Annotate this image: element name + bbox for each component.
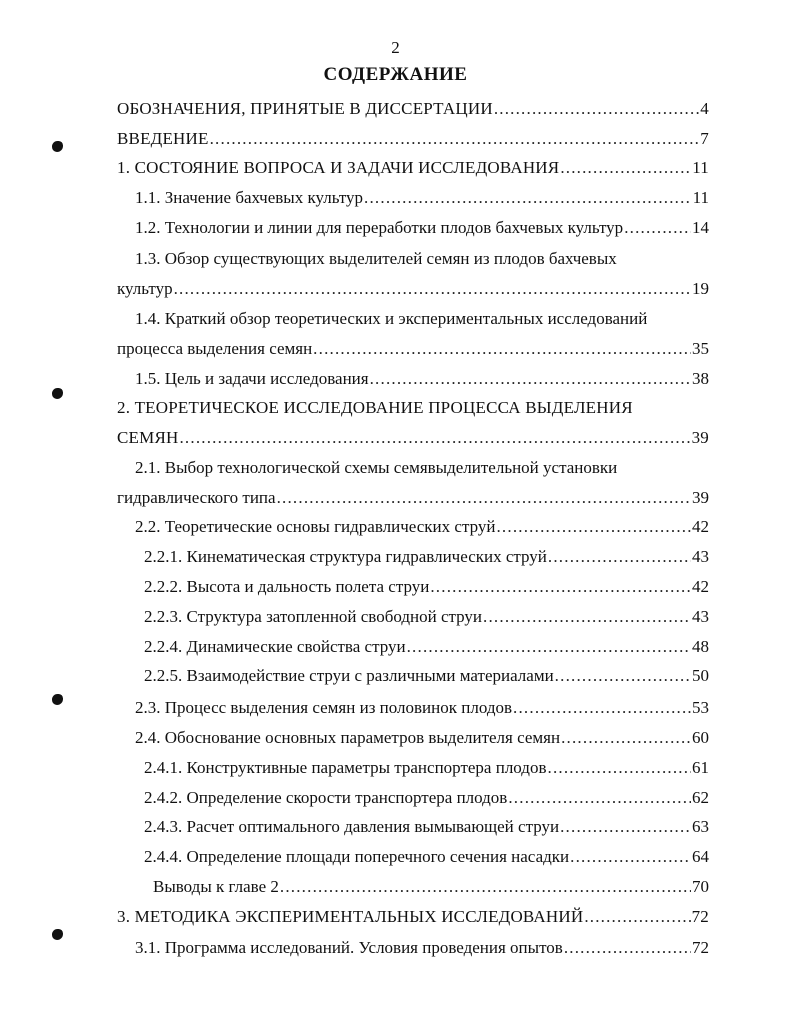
toc-entry-page: 14 bbox=[692, 218, 709, 237]
toc-entry-label: 2.2.4. Динамические свойства струи bbox=[144, 637, 406, 656]
toc-entry-page: 38 bbox=[692, 369, 709, 388]
toc-entry bbox=[144, 787, 709, 809]
toc-entry-page: 62 bbox=[692, 788, 709, 807]
dot-leader bbox=[555, 665, 691, 687]
dot-leader bbox=[494, 98, 699, 120]
binding-hole-mark bbox=[52, 929, 63, 940]
toc-entry-page: 42 bbox=[692, 517, 709, 536]
dot-leader bbox=[179, 427, 690, 449]
dot-leader bbox=[513, 697, 691, 719]
dot-leader bbox=[313, 338, 691, 360]
toc-entry-label: 2.4.1. Конструктивные параметры транспортера плодов bbox=[144, 758, 547, 777]
toc-entry bbox=[135, 727, 709, 749]
toc-entry-label: 2.4.2. Определение скорости транспортера плодов bbox=[144, 788, 508, 807]
toc-entry-label: 3. МЕТОДИКА ЭКСПЕРИМЕНТАЛЬНЫХ ИССЛЕДОВАНИЙ bbox=[117, 907, 584, 926]
toc-entry bbox=[144, 846, 709, 868]
toc-entry-page: 70 bbox=[692, 877, 709, 896]
dot-leader bbox=[496, 516, 691, 538]
dot-leader bbox=[174, 278, 691, 300]
toc-entry-page: 43 bbox=[692, 547, 709, 566]
toc-entry-first-line: 1.3. Обзор существующих выделителей семян из плодов бахчевых bbox=[135, 249, 617, 268]
toc-entry-label: 2.4. Обоснование основных параметров выделителя семян bbox=[135, 728, 561, 747]
toc-entry bbox=[135, 368, 709, 390]
toc-entry-label: ОБОЗНАЧЕНИЯ, ПРИНЯТЫЕ В ДИССЕРТАЦИИ bbox=[117, 99, 493, 118]
toc-entry-label: процесса выделения семян bbox=[117, 339, 313, 358]
toc-entry bbox=[117, 906, 709, 928]
binding-hole-mark bbox=[52, 141, 63, 152]
dot-leader bbox=[564, 937, 691, 959]
dot-leader bbox=[560, 816, 691, 838]
toc-entry-page: 60 bbox=[692, 728, 709, 747]
toc-entry bbox=[144, 816, 709, 838]
toc-entry-first-line: 1.4. Краткий обзор теоретических и экспериментальных исследований bbox=[135, 309, 648, 328]
toc-entry-page: 11 bbox=[692, 188, 709, 207]
page-title: СОДЕРЖАНИЕ bbox=[323, 64, 468, 85]
page-number: 2 bbox=[391, 38, 400, 57]
toc-entry-label: гидравлического типа bbox=[117, 488, 276, 507]
toc-entry-label: 1.2. Технологии и линии для переработки плодов бахчевых культур bbox=[135, 218, 624, 237]
toc-entry-label: 2.2.2. Высота и дальность полета струи bbox=[144, 577, 430, 596]
toc-entry-label: 1.5. Цель и задачи исследования bbox=[135, 369, 369, 388]
toc-entry-label: 2.2.1. Кинематическая структура гидравлических струй bbox=[144, 547, 547, 566]
toc-entry-label: Выводы к главе 2 bbox=[153, 877, 279, 896]
toc-entry-page: 35 bbox=[692, 339, 709, 358]
toc-entry-page: 63 bbox=[692, 817, 709, 836]
toc-entry-label: 3.1. Программа исследований. Условия проведения опытов bbox=[135, 938, 563, 957]
dot-leader bbox=[548, 546, 691, 568]
toc-entry bbox=[144, 606, 709, 628]
toc-entry-label: 1. СОСТОЯНИЕ ВОПРОСА И ЗАДАЧИ ИССЛЕДОВАНИЯ bbox=[117, 158, 560, 177]
toc-entry bbox=[135, 937, 709, 959]
toc-entry bbox=[135, 516, 709, 538]
dot-leader bbox=[560, 157, 691, 179]
toc-entry-page: 43 bbox=[692, 607, 709, 626]
toc-entry-page: 53 bbox=[692, 698, 709, 717]
toc-entry-label: культур bbox=[117, 279, 173, 298]
toc-entry-label: 2.2.3. Структура затопленной свободной струи bbox=[144, 607, 483, 626]
toc-entry-label: 2.4.4. Определение площади поперечного сечения насадки bbox=[144, 847, 570, 866]
toc-entry-label: ВВЕДЕНИЕ bbox=[117, 129, 209, 148]
toc-entry bbox=[144, 636, 709, 658]
toc-entry bbox=[135, 697, 709, 719]
toc-entry bbox=[117, 128, 709, 150]
toc-entry-first-line: 2.1. Выбор технологической схемы семявыделительной установки bbox=[135, 458, 618, 477]
binding-hole-mark bbox=[52, 694, 63, 705]
toc-entry-page: 39 bbox=[691, 428, 709, 447]
dot-leader bbox=[210, 128, 700, 150]
dot-leader bbox=[364, 187, 692, 209]
toc-entry-label: 2.2. Теоретические основы гидравлических струй bbox=[135, 517, 496, 536]
toc-entry-page: 61 bbox=[692, 758, 709, 777]
toc-entry-page: 72 bbox=[691, 907, 709, 926]
dot-leader bbox=[277, 487, 691, 509]
toc-entry-label: 2.4.3. Расчет оптимального давления вымывающей струи bbox=[144, 817, 560, 836]
toc-entry-page: 11 bbox=[692, 158, 709, 177]
dot-leader bbox=[548, 757, 692, 779]
toc-entry-page: 50 bbox=[692, 666, 709, 685]
toc-entry bbox=[144, 546, 709, 568]
toc-entry-label: 2.3. Процесс выделения семян из половинок плодов bbox=[135, 698, 513, 717]
dot-leader bbox=[570, 846, 691, 868]
dot-leader bbox=[370, 368, 691, 390]
toc-entry-page: 42 bbox=[692, 577, 709, 596]
dot-leader bbox=[561, 727, 691, 749]
toc-entry bbox=[144, 576, 709, 598]
toc-entry-page: 4 bbox=[700, 99, 709, 118]
dot-leader bbox=[584, 906, 690, 928]
toc-entry-label: 2.2.5. Взаимодействие струи с различными материалами bbox=[144, 666, 554, 685]
toc-entry-first-line: 2. ТЕОРЕТИЧЕСКОЕ ИССЛЕДОВАНИЕ ПРОЦЕССА ВЫДЕЛЕНИЯ bbox=[117, 398, 633, 417]
toc-entry-page: 39 bbox=[692, 488, 709, 507]
toc-entry bbox=[144, 665, 709, 687]
toc-entry bbox=[117, 98, 709, 120]
dot-leader bbox=[280, 876, 691, 898]
toc-entry bbox=[117, 157, 709, 179]
dot-leader bbox=[407, 636, 691, 658]
dot-leader bbox=[508, 787, 691, 809]
dot-leader bbox=[624, 217, 691, 239]
toc-entry bbox=[144, 757, 709, 779]
toc-entry bbox=[153, 876, 709, 898]
toc-entry bbox=[117, 487, 709, 509]
toc-entry-page: 64 bbox=[692, 847, 709, 866]
toc-entry bbox=[117, 427, 709, 449]
toc-entry bbox=[135, 187, 709, 209]
toc-entry bbox=[117, 278, 709, 300]
toc-entry-page: 7 bbox=[700, 129, 709, 148]
dot-leader bbox=[430, 576, 691, 598]
toc-entry-label: 1.1. Значение бахчевых культур bbox=[135, 188, 364, 207]
toc-entry bbox=[117, 338, 709, 360]
toc-entry-page: 48 bbox=[692, 637, 709, 656]
dot-leader bbox=[483, 606, 691, 628]
toc-entry bbox=[135, 217, 709, 239]
toc-entry-label: СЕМЯН bbox=[117, 428, 179, 447]
toc-entry-page: 72 bbox=[692, 938, 709, 957]
toc-entry-page: 19 bbox=[692, 279, 709, 298]
binding-hole-mark bbox=[52, 388, 63, 399]
